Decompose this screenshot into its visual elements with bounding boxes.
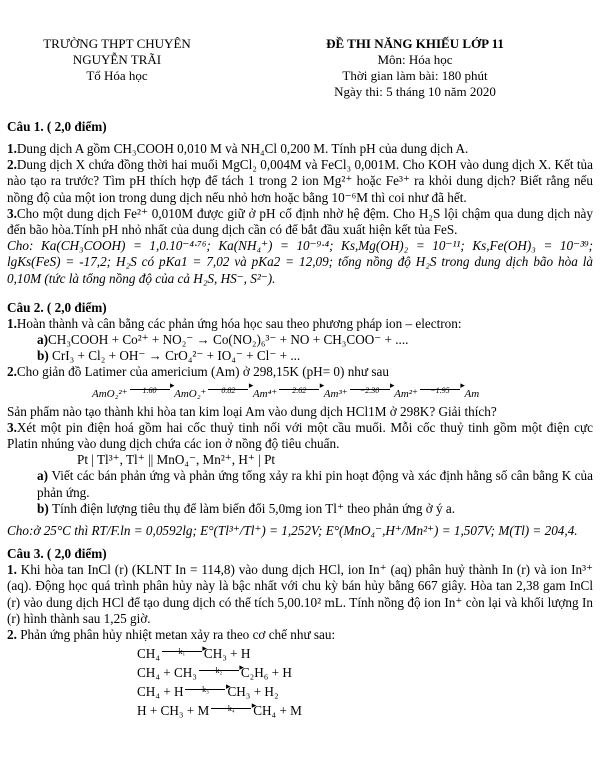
q2-part3a: a) Viết các bán phản ứng và phản ứng tổng xảy ra khi pin hoạt động và xác định hằng số cân bằng K của phản ứng. bbox=[37, 468, 593, 500]
mechanism-step: CH₄ k₁ ▸ CH₃ + H bbox=[7, 643, 593, 662]
school-name-line2: NGUYỄN TRÃI bbox=[72, 52, 162, 67]
mechanism-step: H + CH₃ + M k₄ ▸ CH₄ + M bbox=[7, 700, 593, 719]
q2-part2-question: Sản phẩm nào tạo thành khi hòa tan kim loại Am vào dung dịch HCl1M ở 298K? Giải thích? bbox=[7, 403, 497, 419]
mechanism-step: CH₄ + H k₃ ▸ CH₃ + H₂ bbox=[7, 681, 593, 700]
latimer-arrow: 2.62 ▸ bbox=[279, 381, 319, 390]
latimer-diagram bbox=[7, 381, 593, 404]
rate-arrow: k₁ ▸ bbox=[162, 643, 202, 652]
latimer-species: AmO₂⁺ bbox=[174, 387, 207, 400]
q2-title: Câu 2. ( 2,0 điểm) bbox=[7, 299, 107, 315]
rate-arrow: k₂ ▸ bbox=[199, 662, 239, 671]
exam-duration: Thời gian làm bài: 180 phút bbox=[342, 68, 488, 83]
q2-part2: 2.Cho giản đồ Latimer của americium (Am) ở 298,15K (pH= 0) như sau bbox=[7, 364, 389, 380]
exam-subject: Môn: Hóa học bbox=[377, 52, 453, 67]
exam-header bbox=[285, 36, 545, 100]
q3-title: Câu 3. ( 2,0 điểm) bbox=[7, 546, 107, 562]
q3-part2: 2. Phản ứng phân hủy nhiệt metan xảy ra theo cơ chế như sau: bbox=[7, 627, 336, 643]
q2-cell-notation: Pt | Tl³⁺, Tl⁺ || MnO₄⁻, Mn²⁺, H⁺ | Pt bbox=[77, 452, 276, 468]
latimer-species: AmO₂²⁺ bbox=[92, 387, 128, 400]
department: Tổ Hóa học bbox=[86, 68, 148, 83]
q2-part3b: b) Tính điện lượng tiêu thụ để làm biến đổi 5,0mg ion Tl⁺ theo phản ứng ở ý a. bbox=[37, 500, 456, 516]
q1-part1: 1.Dung dịch A gồm CH₃COOH 0,010 M và NH₄Cl 0,200 M. Tính pH của dung dịch A. bbox=[7, 141, 469, 156]
q3-part1: 1. Khi hòa tan InCl (r) (KLNT In = 114,8) vào dung dịch HCl, ion In⁺ (aq) phân huỷ thành In (r) và ion In³⁺ (aq). Động học quá trình phân hủy này là bậc nhất với chu kỳ bán hủy bằng 667 giây. Hòa tan 2,38 gam InCl (r) vào dung dịch HCl để tạo dung dịch có thể tích 5,00.10² mL. Tính nồng độ ion In⁺ còn lại và khối lượng In (r) hình thành sau 1,25 giờ. bbox=[7, 562, 593, 626]
latimer-species: Am⁴⁺ bbox=[252, 387, 278, 400]
q1-given-constants: Cho: Ka(CH₃COOH) = 1,0.10⁻⁴·⁷⁶; Ka(NH₄⁺) = 10⁻⁹·⁴; Ks,Mg(OH)₂ = 10⁻¹¹; Ks,Fe(OH)₃ = 10⁻³⁹; lgKs(FeS) = -17,2; H₂S có pKa1 = 7,02 và pKa2 = 12,09; tổng nồng độ H₂S trong dung dịch bão hòa là 0,10M (tức là tổng nồng độ của cả H₂S, HS⁻, S²⁻). bbox=[7, 238, 593, 286]
school-name-line1: TRƯỜNG THPT CHUYÊN bbox=[43, 36, 191, 51]
school-header bbox=[32, 36, 202, 84]
exam-body bbox=[7, 118, 593, 719]
rate-arrow: k₄ ▸ bbox=[211, 700, 251, 709]
mechanism-list bbox=[7, 643, 593, 719]
q2-given-constants: Cho:ở 25°C thì RT/F.ln = 0,0592lg; E°(Tl³⁺/Tl⁺) = 1,252V; E°(MnO₄⁻,H⁺/Mn²⁺) = 1,507V; M(Tl) = 204,4. bbox=[7, 523, 578, 539]
q2-reaction-a: a)CH₃COOH + Co²⁺ + NO₂⁻ → Co(NO₂)₆³⁻ + NO + CH₃COO⁻ + .... bbox=[37, 332, 409, 348]
exam-date: Ngày thi: 5 tháng 10 năm 2020 bbox=[334, 84, 496, 99]
latimer-arrow: 0.82 ▸ bbox=[208, 381, 248, 390]
rate-arrow: k₃ ▸ bbox=[185, 681, 225, 690]
latimer-species: Am bbox=[464, 387, 480, 400]
q2-reaction-b: b) CrI₃ + Cl₂ + OH⁻ → CrO₄²⁻ + IO₄⁻ + Cl⁻ + ... bbox=[37, 348, 301, 364]
latimer-species: Am²⁺ bbox=[394, 387, 418, 400]
exam-title: ĐỀ THI NĂNG KHIẾU LỚP 11 bbox=[326, 36, 504, 51]
q1-part3: 3.Cho một dung dịch Fe²⁺ 0,010M được giữ ở pH cố định nhờ hệ đệm. Cho H₂S lội chậm qua dung dịch này đến bão hòa.Tính pH nhỏ nhất của dung dịch cần có để bắt đầu xuất hiện kết tủa FeS. bbox=[7, 205, 593, 238]
latimer-species: Am³⁺ bbox=[323, 387, 348, 400]
q2-part1: 1.Hoàn thành và cân bằng các phản ứng hóa học sau theo phương pháp ion – electron: bbox=[7, 315, 462, 331]
q1-part2: 2.Dung dịch X chứa đồng thời hai muối MgCl₂ 0,004M và FeCl₃ 0,001M. Cho KOH vào dung dịch X. Kết tủa nào tạo ra trước? Tìm pH thích hợp để tách 1 trong 2 ion Mg²⁺ hoặc Fe³⁺ ra khỏi dung dịch? Biết rằng nếu nồng độ của một ion trong dung dịch nếu nhỏ hơn hoặc bằng 10⁻⁶M thì coi như đã hết. bbox=[7, 157, 593, 205]
q1-title: Câu 1. ( 2,0 điểm) bbox=[7, 119, 107, 134]
latimer-arrow: 1.60 ▸ bbox=[130, 381, 170, 390]
mechanism-step: CH₄ + CH₃ k₂ ▸ C₂H₆ + H bbox=[7, 662, 593, 681]
latimer-arrow: −1.95 ▸ bbox=[420, 381, 460, 390]
latimer-arrow: −2.30 ▸ bbox=[350, 381, 390, 390]
q2-part3: 3.Xét một pin điện hoá gồm hai cốc thuỷ tinh nối với một cầu muối. Mỗi cốc thuỷ tinh gồm một điện cực Platin nhúng vào dung dịch chứa các ion ở nồng độ tiêu chuẩn. bbox=[7, 419, 593, 452]
